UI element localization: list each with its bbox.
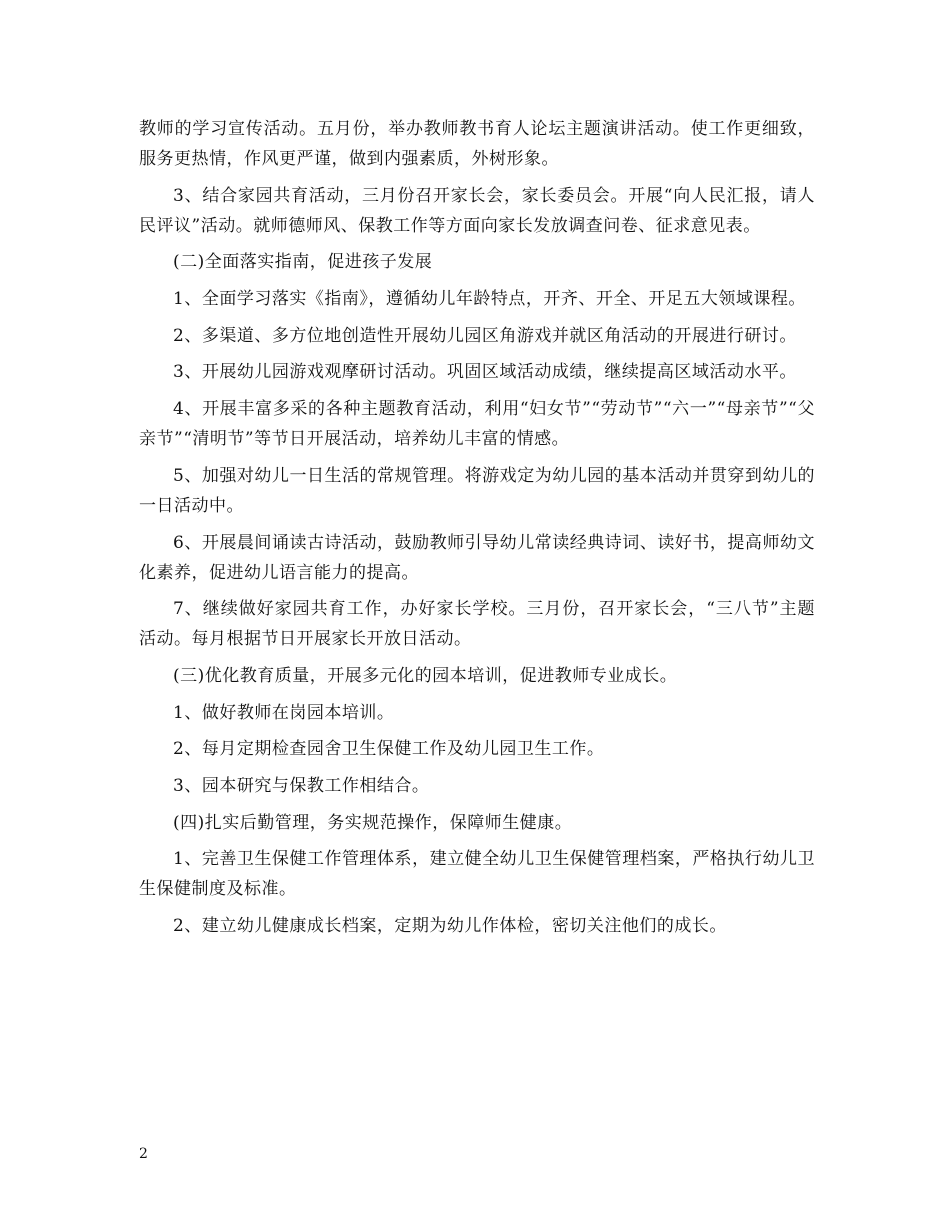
paragraph: 4、开展丰富多采的各种主题教育活动，利用“妇女节”“劳动节”“六一”“母亲节”“父亲节”“清明节”等节日开展活动，培养幼儿丰富的情感。 <box>139 399 815 450</box>
section-heading: (四)扎实后勤管理，务实规范操作，保障师生健康。 <box>173 812 573 833</box>
paragraph: 教师的学习宣传活动。五月份，举办教师教书育人论坛主题演讲活动。使工作更细致，服务更热情，作风更严谨，做到内强素质，外树形象。 <box>139 119 815 169</box>
paragraph: 3、结合家园共育活动，三月份召开家长会，家长委员会。开展“向人民汇报，请人民评议”活动。就师德师风、保教工作等方面向家长发放调查问卷、征求意见表。 <box>139 185 815 236</box>
paragraph: 3、园本研究与保教工作相结合。 <box>173 775 430 796</box>
paragraph: 1、完善卫生保健工作管理体系，建立健全幼儿卫生保健管理档案，严格执行幼儿卫生保健制度及标准。 <box>139 849 815 900</box>
paragraph: 3、开展幼儿园游戏观摩研讨活动。巩固区域活动成绩，继续提高区域活动水平。 <box>173 362 797 383</box>
paragraph: 6、开展晨间诵读古诗活动，鼓励教师引导幼儿常读经典诗词、读好书，提高师幼文化素养，促进幼儿语言能力的提高。 <box>139 532 815 583</box>
paragraph: 1、全面学习落实《指南》，遵循幼儿年龄特点，开齐、开全、开足五大领域课程。 <box>173 289 806 310</box>
section-heading: (三)优化教育质量，开展多元化的园本培训，促进教师专业成长。 <box>173 665 678 686</box>
page-number: 2 <box>139 1146 148 1162</box>
paragraph: 1、做好教师在岗园本培训。 <box>173 702 395 723</box>
document-body <box>139 114 815 948</box>
paragraph: 2、多渠道、多方位地创造性开展幼儿园区角游戏并就区角活动的开展进行研讨。 <box>173 325 797 346</box>
section-heading: (二)全面落实指南，促进孩子发展 <box>173 252 433 273</box>
paragraph: 5、加强对幼儿一日生活的常规管理。将游戏定为幼儿园的基本活动并贯穿到幼儿的一日活动中。 <box>139 465 815 516</box>
paragraph: 2、建立幼儿健康成长档案，定期为幼儿作体检，密切关注他们的成长。 <box>173 916 727 936</box>
paragraph: 2、每月定期检查园舍卫生保健工作及幼儿园卫生工作。 <box>173 739 605 760</box>
paragraph: 7、继续做好家园共育工作，办好家长学校。三月份，召开家长会，“三八节”主题活动。每月根据节日开展家长开放日活动。 <box>139 599 815 650</box>
